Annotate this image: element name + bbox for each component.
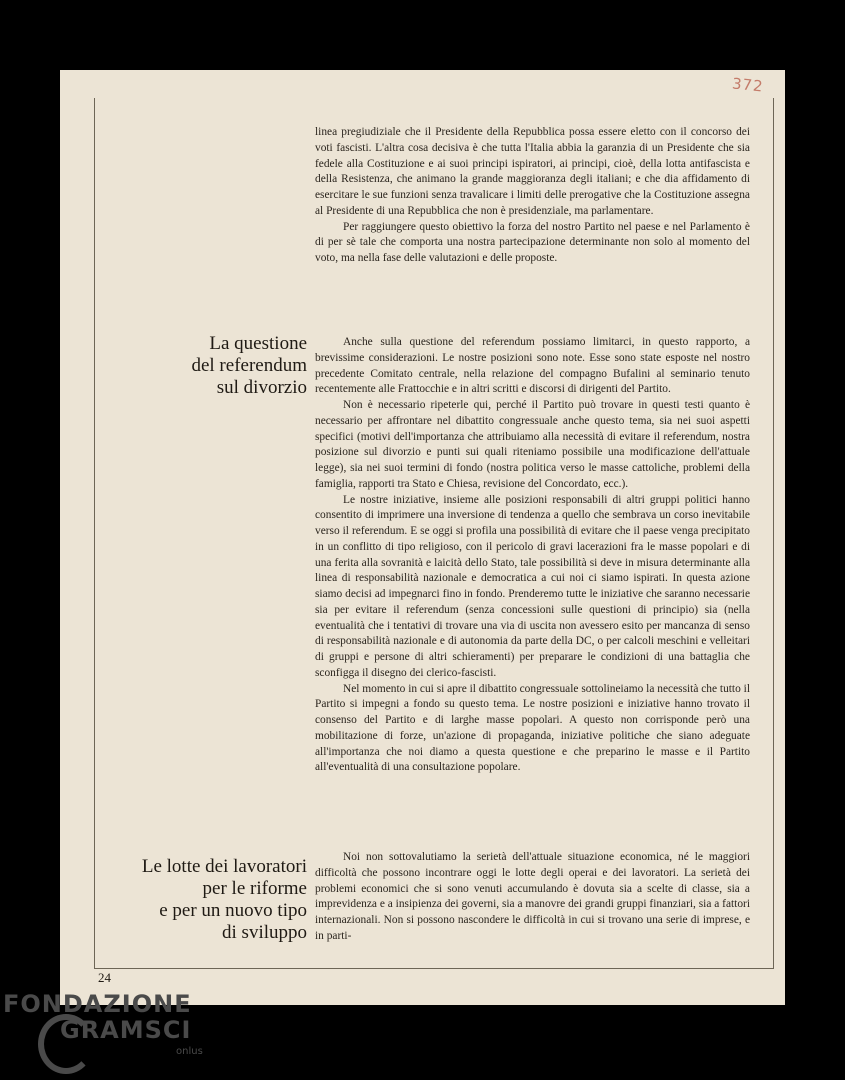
paragraph: linea pregiudiziale che il Presidente della Repubblica possa essere eletto con il concorso dei voti fascisti. L'altra cosa decisiva è che tutta l'Italia abbia la garanzia di un Presidente che sia fedele alla Costituzione e ai suoi principi ispiratori, ai principi, cioè, della lotta antifascista e della Resistenza, che animano la grande maggioranza degli italiani; e che dia affidamento di esercitare le sue funzioni senza travalicare i limiti delle prerogative che la Costituzione assegna al Presidente di una Repubblica che non è presidenziale, ma parlamentare. — [315, 126, 750, 217]
heading-line: per le riforme — [202, 878, 307, 899]
watermark-sub: onlus — [176, 1046, 203, 1057]
page-number: 24 — [98, 970, 111, 985]
section1-text — [315, 125, 750, 267]
section-heading-referendum — [87, 333, 307, 399]
heading-line: sul divorzio — [216, 377, 307, 398]
paragraph: Nel momento in cui si apre il dibattito congressuale sottolineiamo la necessità che tutto il Partito si impegni a fondo su questo tema. Le nostre posizioni e iniziative hanno trovato il consenso del Partito e di larghe masse popolari. A questo non corrisponde però una mobilitazione di forze, un'azione di propaganda, iniziative politiche che siano adeguate all'importanza che noi diamo a questa questione e che preparino le masse e il Partito all'eventualità di una consultazione popolare. — [315, 682, 750, 774]
section-heading-lotte — [87, 856, 307, 944]
heading-line: Le lotte dei lavoratori — [141, 856, 307, 877]
watermark-line1: FONDAZIONE — [3, 990, 192, 1018]
section2-text — [315, 335, 750, 776]
paragraph: Le nostre iniziative, insieme alle posizioni responsabili di altri gruppi politici hanno consentito di imprimere una inversione di tendenza a quello che sembrava un corso inevitabile verso il referendum. E se oggi si profila una possibilità di evitare che il paese venga precipitato in un conflitto di tipo religioso, con il pericolo di gravi lacerazioni fra le masse popolari e di una ferita alla sovranità e laicità dello Stato, tale possibilità si deve in misura determinante alla linea di responsabilità nazionale e democratica a cui noi ci siamo ispirati. In questa azione siamo decisi ad impegnarci fino in fondo. Prenderemo tutte le iniziative che saranno necessarie sia per evitare il referendum (senza concessioni sulle questioni di principio) sia (nella eventualità che i tentativi di trovare una via di uscita non avessero esito per mancanza di senso di responsabilità nazionale e di autonomia da parte della DC, o per calcoli meschini e velleitari di gruppi e persone di altri schieramenti) per preparare le condizioni di una battaglia che sconfigga il disegno dei clerico-fascisti. — [315, 493, 750, 679]
heading-line: di sviluppo — [222, 922, 307, 943]
paragraph: Anche sulla questione del referendum possiamo limitarci, in questo rapporto, a brevissime considerazioni. Le nostre posizioni sono note. Esse sono state esposte nel nostro precedente Comitato centrale, nella relazione del compagno Bufalini al seminario tenuto recentemente alle Frattocchie e in altri scritti e discorsi di dirigenti del Partito. — [315, 336, 750, 396]
heading-line: e per un nuovo tipo — [159, 900, 307, 921]
archive-number: 372 — [731, 74, 765, 96]
section3-text — [315, 850, 750, 945]
heading-line: del referendum — [191, 355, 307, 376]
paragraph: Non è necessario ripeterle qui, perché il Partito può trovare in questi testi quanto è necessario per affrontare nel dibattito congressuale anche questo tema, sia nei suoi aspetti specifici (motivi dell'importanza che attribuiamo alla necessità di evitare il referendum, nostra posizione sul divorzio e punti sui quali riteniamo possibile una modificazione dell'attuale legge), sia nei suoi termini di fondo (nostra politica verso le masse cattoliche, problemi della famiglia, rapporti tra Stato e Chiesa, revisione del Concordato, ecc.). — [315, 399, 750, 490]
heading-line: La questione — [209, 333, 307, 354]
paragraph: Per raggiungere questo obiettivo la forza del nostro Partito nel paese e nel Parlamento è di per sè tale che comporta una nostra partecipazione determinante non solo al momento del voto, ma nella fase delle valutazioni e delle proposte. — [315, 220, 750, 264]
paragraph: Noi non sottovalutiamo la serietà dell'attuale situazione economica, né le maggiori difficoltà che possono incontrare oggi le lotte degli operai e dei lavoratori. La serietà dei problemi economici che si sono venuti accumulando è dovuta sia a scelte di classe, sia a imprevidenza e a insipienza dei governi, sia a manovre dei grandi gruppi finanziari, sia a fattori internazionali. Non si possono nascondere le difficoltà in cui si trovano una serie di imprese, e in parti- — [315, 851, 750, 942]
watermark-line2: GRAMSCI — [60, 1016, 192, 1044]
